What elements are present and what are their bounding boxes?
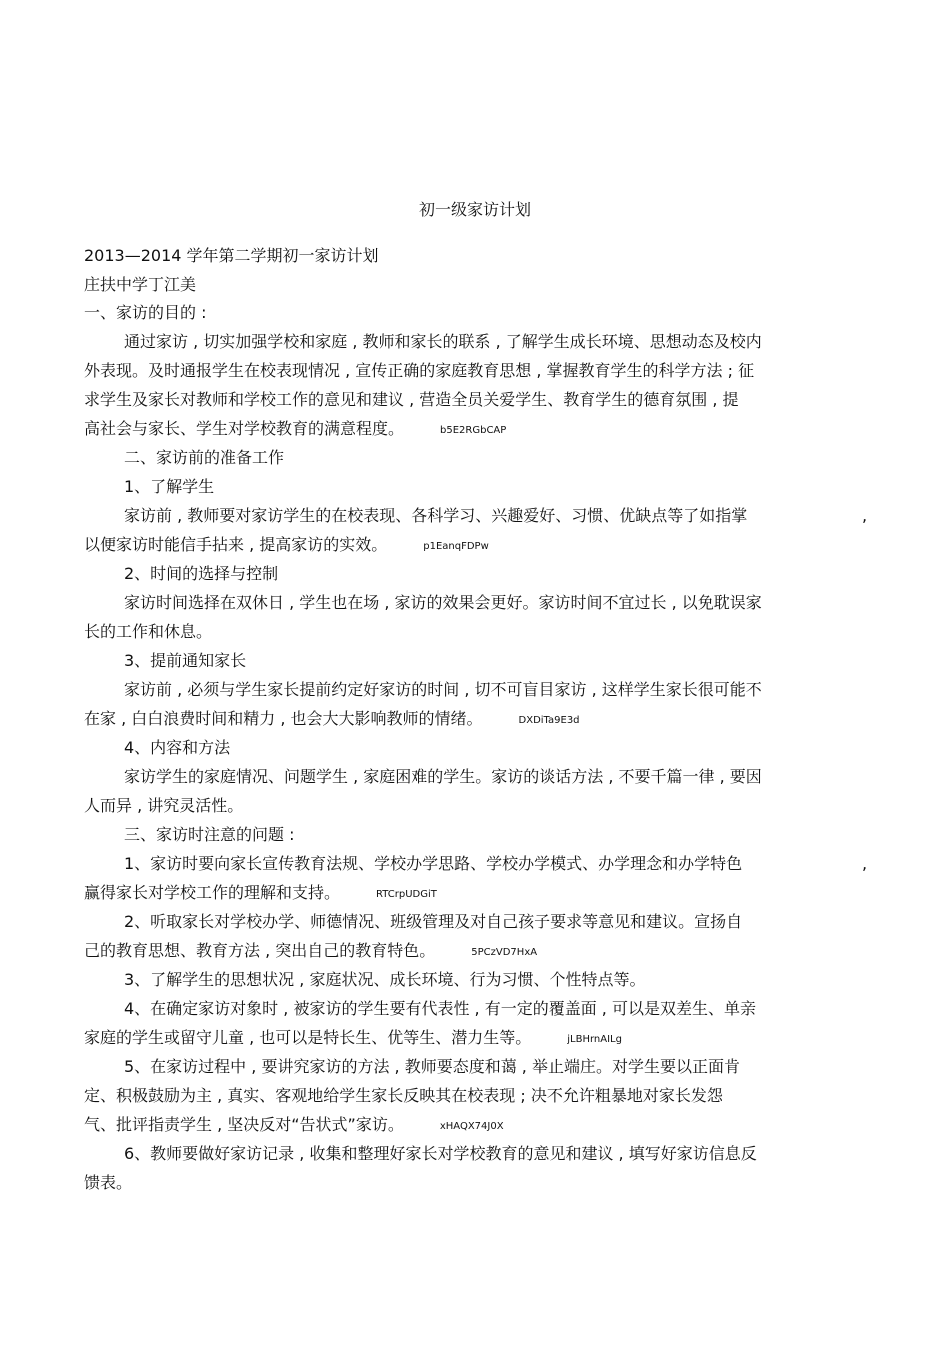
prep-2-line-1: 家访时间选择在双休日 , 学生也在场 , 家访的效果会更好。家访时间不宜过长 , 以免耽误家	[124, 593, 762, 612]
prep-1-code: p1EanqFDPw	[423, 541, 489, 552]
item-1-code: RTCrpUDGiT	[376, 889, 437, 900]
section-2-heading: 二、家访前的准备工作	[124, 448, 285, 467]
item-1-line-2-text: 赢得家长对学校工作的理解和支持。	[84, 883, 341, 902]
item-1-line-1: 1、家访时要向家长宣传教育法规、学校办学思路、学校办学模式、办学理念和办学特色	[124, 854, 743, 873]
section-3-heading: 三、家访时注意的问题 :	[124, 825, 295, 844]
section-1-line-2: 外表现。及时通报学生在校表现情况 , 宣传正确的家庭教育思想 , 掌握教育学生的科学方法 ; 征	[84, 361, 755, 380]
prep-3-code: DXDiTa9E3d	[518, 715, 580, 726]
prep-4-line-1: 家访学生的家庭情况、问题学生 , 家庭困难的学生。家访的谈话方法 , 不要千篇一律 , 要因	[124, 767, 762, 786]
item-2-code: 5PCzVD7HxA	[471, 947, 538, 958]
section-1-line-1: 通过家访 , 切实加强学校和家庭 , 教师和家长的联系 , 了解学生成长环境、思想动态及校内	[124, 332, 762, 351]
item-2-line-2-text: 己的教育思想、教育方法 , 突出自己的教育特色。	[84, 941, 436, 960]
item-3-line-1: 3、了解学生的思想状况 , 家庭状况、成长环境、行为习惯、个性特点等。	[124, 970, 646, 989]
prep-1-title: 1、了解学生	[124, 477, 215, 496]
item-5-line-3-text: 气、批评指责学生 , 坚决反对“告状式”家访。	[84, 1115, 404, 1134]
prep-1-line-2	[84, 535, 489, 557]
document-title: 初一级家访计划	[418, 200, 531, 219]
prep-3-line-1: 家访前 , 必须与学生家长提前约定好家访的时间 , 切不可盲目家访 , 这样学生家长很可能不	[124, 680, 762, 699]
item-4-code: jLBHrnAILg	[567, 1034, 622, 1045]
section-1-line-4-text: 高社会与家长、学生对学校教育的满意程度。	[84, 419, 405, 438]
item-5-code: xHAQX74J0X	[439, 1121, 504, 1132]
item-2-line-2	[84, 941, 537, 963]
prep-3-line-2-text: 在家 , 白白浪费时间和精力 , 也会大大影响教师的情绪。	[84, 709, 483, 728]
prep-4-title: 4、内容和方法	[124, 738, 231, 757]
section-1-code: b5E2RGbCAP	[440, 425, 507, 436]
item-4-line-1: 4、在确定家访对象时 , 被家访的学生要有代表性 , 有一定的覆盖面 , 可以是双差生、单亲	[124, 999, 756, 1018]
prep-2-line-2: 长的工作和休息。	[84, 622, 213, 641]
section-1-line-3: 求学生及家长对教师和学校工作的意见和建议 , 营造全员关爱学生、教育学生的德育氛围 , 提	[84, 390, 739, 409]
item-1-line-2	[84, 883, 437, 905]
prep-1-line-1: 家访前 , 教师要对家访学生的在校表现、各科学习、兴趣爱好、习惯、优缺点等了如指掌	[124, 506, 748, 525]
item-6-line-1: 6、教师要做好家访记录 , 收集和整理好家长对学校教育的意见和建议 , 填写好家访信息反	[124, 1144, 757, 1163]
item-5-line-1: 5、在家访过程中 , 要讲究家访的方法 , 教师要态度和蔼 , 举止端庄。对学生要以正面肯	[124, 1057, 740, 1076]
prep-4-line-2: 人而异 , 讲究灵活性。	[84, 796, 244, 815]
prep-2-title: 2、时间的选择与控制	[124, 564, 279, 583]
item-2-line-1: 2、听取家长对学校办学、师德情况、班级管理及对自己孩子要求等意见和建议。宣扬自	[124, 912, 743, 931]
item-4-line-2	[84, 1028, 622, 1050]
prep-1-line-1-tail: ,	[862, 506, 868, 525]
item-5-line-3	[84, 1115, 504, 1137]
item-6-line-2: 馈表。	[84, 1173, 133, 1192]
author-line: 庄扶中学丁江美	[84, 275, 197, 294]
term-line: 2013—2014 学年第二学期初一家访计划	[84, 246, 379, 265]
section-1-heading: 一、家访的目的 :	[84, 303, 207, 322]
prep-3-title: 3、提前通知家长	[124, 651, 247, 670]
section-1-line-4	[84, 419, 506, 441]
item-5-line-2: 定、积极鼓励为主 , 真实、客观地给学生家长反映其在校表现 ; 决不允许粗暴地对家长发怨	[84, 1086, 723, 1105]
item-1-line-1-tail: ,	[862, 854, 868, 873]
item-4-line-2-text: 家庭的学生或留守儿童 , 也可以是特长生、优等生、潜力生等。	[84, 1028, 532, 1047]
prep-3-line-2	[84, 709, 580, 731]
prep-1-line-2-text: 以便家访时能信手拈来 , 提高家访的实效。	[84, 535, 388, 554]
